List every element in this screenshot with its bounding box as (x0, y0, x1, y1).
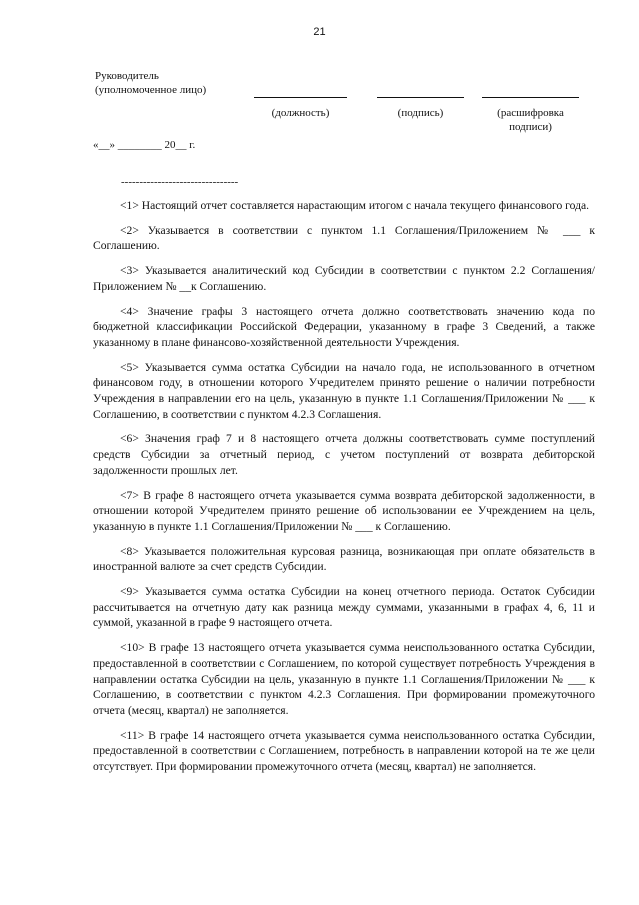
footnote-4: <4> Значение графы 3 настоящего отчета должно соответствовать значению кода по бюджетной классификации Российской Федерации, указанному в графе 3 Сведений, а также указанному в плане финансово-хозяйственной деятельности Учреждения. (93, 304, 595, 349)
footnote-2: <2> Указывается в соответствии с пунктом 1.1 Соглашения/Приложением № ___ к Соглашению. (93, 223, 595, 253)
footnote-7: <7> В графе 8 настоящего отчета указывается сумма возврата дебиторской задолженности, в отношении которой Учредителем принято решение об использовании ее Учреждением на цель, указанную в пункте 1.1 Соглашения/Приложении № ___ к Соглашению. (93, 488, 595, 533)
footnote-separator: -------------------------------- (121, 176, 239, 188)
decoding-caption (482, 106, 579, 134)
footnote-11: <11> В графе 14 настоящего отчета указывается сумма неиспользованного остатка Субсидии, предоставленной в соответствии с Соглашением, потребность в направлении которой на те же цели отсутствует. При формировании промежуточного отчета (месяц, квартал) не заполняется. (93, 728, 595, 774)
signer-role-note: (уполномоченное лицо) (95, 84, 207, 96)
position-signature-line (254, 97, 347, 98)
position-caption: (должность) (271, 107, 330, 119)
footnote-9: <9> Указывается сумма остатка Субсидии на конец отчетного периода. Остаток Субсидии рассчитывается на отчетную дату как разница между суммами, указанными в графах 4, 6, 11 и суммой, указанной в графе 9 настоящего отчета. (93, 585, 595, 630)
footnote-3: <3> Указывается аналитический код Субсидии в соответствии с пунктом 2.2 Соглашения/Приложением № __к Соглашению. (93, 264, 595, 293)
signature-caption: (подпись) (397, 107, 444, 119)
footnote-6: <6> Значения граф 7 и 8 настоящего отчета должны соответствовать сумме поступлений средств Субсидии за отчетный период, с учетом поступлений от возврата дебиторской задолженности прошлых лет. (93, 432, 595, 477)
decoding-caption-line1: (расшифровка (497, 107, 564, 119)
footnote-10: <10> В графе 13 настоящего отчета указывается сумма неиспользованного остатка Субсидии, предоставленной в соответствии с Соглашением, по которой существует потребность Учреждения в направлении остатка Субсидии на цель, указанную в пункте 1.1 Соглашения/Приложении № ___ к Соглашению, в соответствии с пунктом 4.2.3 Соглашения. При формировании промежуточного отчета (месяц, квартал) не заполняется. (93, 641, 595, 717)
signature-date: «__» ________ 20__ г. (93, 139, 196, 151)
decoding-signature-line (482, 97, 579, 98)
page-number: 21 (313, 26, 326, 38)
footnote-1: <1> Настоящий отчет составляется нарастающим итогом с начала текущего финансового года. (120, 199, 590, 212)
footnote-5: <5> Указывается сумма остатка Субсидии на начало года, не использованного в отчетном финансовом году, в отношении которого Учредителем принято решение о наличии потребности Учреждения в направлении его на цель, указанную в пункте 1.1 Соглашения/Приложении № ___ к Соглашению, в соответствии с пунктом 4.2.3 Соглашения. (93, 360, 595, 421)
footnotes-list (93, 198, 595, 784)
footnote-8: <8> Указывается положительная курсовая разница, возникающая при оплате обязательств в иностранной валюте за счет средств Субсидии. (93, 544, 595, 574)
signer-role-label: Руководитель (95, 70, 159, 82)
signature-line (377, 97, 464, 98)
decoding-caption-line2: подписи) (509, 121, 552, 133)
